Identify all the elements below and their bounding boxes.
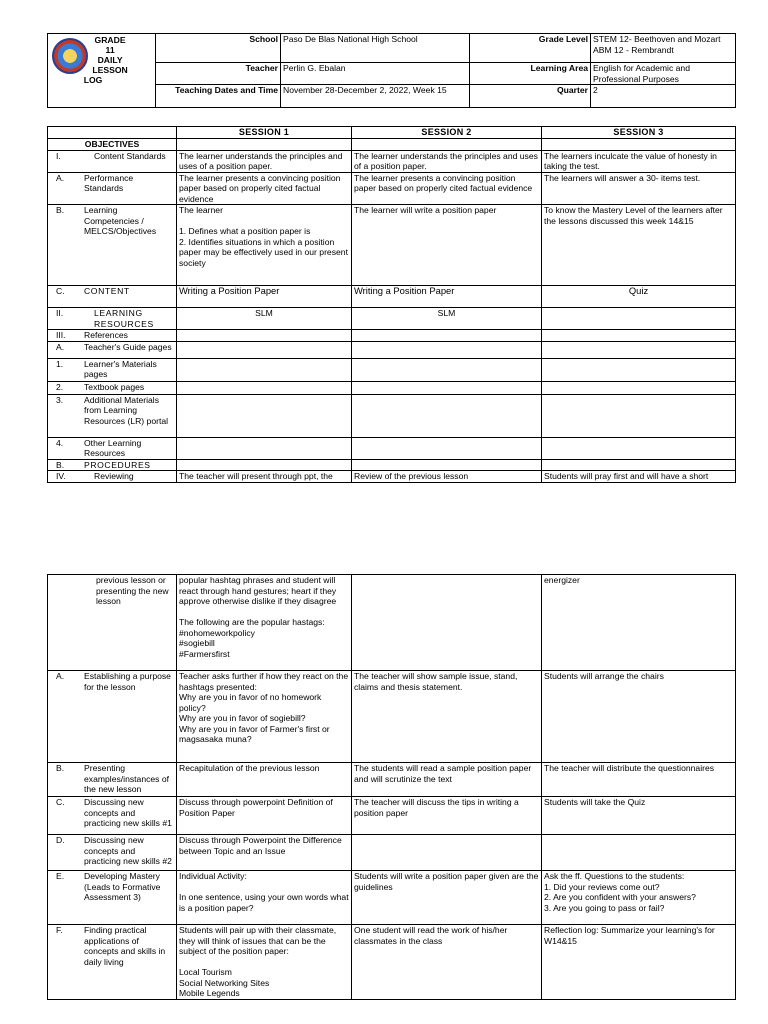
row-label (48, 835, 177, 871)
row-label-text: PROCEDURES (84, 459, 151, 470)
row-number: I. (56, 150, 61, 161)
session-2-cell (352, 575, 542, 671)
table-row (48, 150, 736, 172)
row-label (48, 205, 177, 286)
session-2-cell (352, 394, 542, 437)
session-2-cell: The learner will write a position paper (352, 205, 542, 286)
row-label (48, 286, 177, 308)
logo-cell (48, 34, 156, 108)
session-1-cell: The teacher will present through ppt, the (177, 471, 352, 483)
session-2-cell: Writing a Position Paper (352, 286, 542, 308)
session-1-cell (177, 341, 352, 358)
session-1-cell (177, 394, 352, 437)
teacher-value: Perlin G. Ebalan (281, 63, 470, 85)
row-number: IV. (56, 471, 66, 481)
session-1-cell: Recapitulation of the previous lesson (177, 763, 352, 797)
session-2-cell: The teacher will show sample issue, stand, claims and thesis statement. (352, 671, 542, 763)
table-row (48, 763, 736, 797)
table-row (48, 381, 736, 394)
row-label (48, 459, 177, 471)
row-label (48, 763, 177, 797)
row-label-text: Learner's Materials pages (84, 358, 157, 379)
row-label (48, 871, 177, 925)
session-1-cell: Discuss through powerpoint Definition of Position Paper (177, 797, 352, 835)
table-row (48, 671, 736, 763)
row-label (48, 150, 177, 172)
row-number: A. (56, 341, 65, 352)
row-label (48, 139, 177, 151)
page1-body (48, 139, 736, 483)
row-number: II. (56, 308, 64, 318)
session-3-cell (542, 308, 736, 330)
session-1-cell: The learner presents a convincing position paper based on properly cited factual evidence (177, 172, 352, 205)
table-row (48, 139, 736, 151)
session-3-cell (542, 358, 736, 381)
grade-level-value: STEM 12- Beethoven and Mozart ABM 12 - Rembrandt (591, 34, 736, 63)
session-1-cell: popular hashtag phrases and student will react through hand gestures; heart if they approve otherwise dislike if they disagree The following are the popular hastags: #nohomeworkpolicy #sogiebill #Farmersfirst (177, 575, 352, 671)
row-label-text: Presenting examples/instances of the new lesson (84, 763, 170, 794)
row-label-text: previous lesson or presenting the new lesson (96, 575, 169, 606)
row-number: F. (56, 925, 63, 935)
session-1-cell: Teacher asks further if how they react on the hashtags presented: Why are you in favor of no homework policy? Why are you in favor of sogiebill? Why are you in favor of Farmer's first or magsasaka muna? (177, 671, 352, 763)
row-label-text: Additional Materials from Learning Resources (LR) portal (84, 394, 169, 426)
session-2-cell (352, 330, 542, 342)
row-label-text: Finding practical applications of concepts and skills in daily living (84, 925, 166, 967)
row-label-text: Discussing new concepts and practicing new skills #2 (84, 835, 172, 866)
title-line: LESSON (92, 65, 128, 75)
table-row (48, 308, 736, 330)
session-3-cell (542, 330, 736, 342)
table-row (48, 172, 736, 205)
session-2-cell (352, 381, 542, 394)
school-label: School (156, 34, 281, 63)
grade-level-label: Grade Level (470, 34, 591, 63)
row-label-text: OBJECTIVES (84, 139, 140, 149)
session-1-cell (177, 139, 352, 151)
quarter-label: Quarter (470, 85, 591, 108)
table-row (48, 341, 736, 358)
row-label (48, 797, 177, 835)
session-2-cell: The teacher will discuss the tips in writing a position paper (352, 797, 542, 835)
lesson-table-page1 (47, 126, 736, 483)
row-label-text: References (84, 330, 128, 340)
row-label-text: Learning Competencies / MELCS/Objectives (84, 205, 157, 236)
row-label (48, 358, 177, 381)
row-number (50, 575, 96, 607)
page2-body (48, 575, 736, 1000)
row-number: B. (56, 763, 65, 773)
row-number: A. (56, 671, 65, 681)
row-number: C. (56, 286, 65, 296)
session-1-cell (177, 358, 352, 381)
session-3-cell: Reflection log: Summarize your learning's for W14&15 (542, 925, 736, 1000)
session-3-cell (542, 835, 736, 871)
session-3-cell (542, 139, 736, 151)
session-1-cell: Discuss through Powerpoint the Difference between Topic and an Issue (177, 835, 352, 871)
row-label-text: Establishing a purpose for the lesson (84, 671, 171, 692)
session-3-header: SESSION 3 (542, 127, 736, 139)
row-label (48, 671, 177, 763)
header-table (47, 33, 736, 108)
row-label (48, 394, 177, 437)
row-number: 3. (56, 394, 64, 405)
session-1-cell (177, 330, 352, 342)
table-row (48, 394, 736, 437)
row-label (48, 381, 177, 394)
session-1-header: SESSION 1 (177, 127, 352, 139)
session-1-cell (177, 459, 352, 471)
table-row (48, 797, 736, 835)
school-value: Paso De Blas National High School (281, 34, 470, 63)
session-3-cell: To know the Mastery Level of the learners after the lessons discussed this week 14&15 (542, 205, 736, 286)
table-row (48, 575, 736, 671)
row-label (48, 330, 177, 342)
table-row (48, 437, 736, 459)
row-label-text: LEARNING RESOURCES (94, 308, 154, 329)
table-row (48, 871, 736, 925)
table-row (48, 286, 736, 308)
lesson-table-page2 (47, 574, 736, 1000)
row-number: B. (56, 205, 65, 215)
row-label-text: CONTENT (84, 286, 130, 296)
session-3-cell: energizer (542, 575, 736, 671)
row-number: 4. (56, 437, 64, 448)
session-3-cell: Students will arrange the chairs (542, 671, 736, 763)
row-label (48, 471, 177, 483)
row-label (48, 925, 177, 1000)
session-2-cell (352, 139, 542, 151)
row-number: D. (56, 835, 65, 845)
session-1-cell: SLM (177, 308, 352, 330)
row-label-text: Reviewing (94, 471, 134, 481)
row-label (48, 308, 177, 330)
session-3-cell (542, 381, 736, 394)
row-label (48, 341, 177, 358)
session-2-header: SESSION 2 (352, 127, 542, 139)
row-number: III. (56, 330, 66, 340)
table-row (48, 459, 736, 471)
table-row (48, 330, 736, 342)
session-1-cell: Individual Activity: In one sentence, using your own words what is a position paper? (177, 871, 352, 925)
row-number: 2. (56, 381, 64, 392)
title-line: LOG (83, 75, 103, 85)
row-label-text: Performance Standards (84, 172, 134, 193)
session-1-cell (177, 437, 352, 459)
session-3-cell (542, 459, 736, 471)
row-number: E. (56, 871, 65, 881)
table-row (48, 358, 736, 381)
title-line: GRADE (94, 35, 126, 45)
dll-title (83, 35, 128, 85)
session-2-cell (352, 459, 542, 471)
row-label (48, 172, 177, 205)
session-3-cell: Quiz (542, 286, 736, 308)
session-2-cell (352, 341, 542, 358)
session-3-cell: The learners will answer a 30- items test. (542, 172, 736, 205)
session-3-cell: Ask the ff. Questions to the students: 1. Did your reviews come out? 2. Are you confident with your answers? 3. Are you going to pass or fail? (542, 871, 736, 925)
row-number: A. (56, 172, 65, 183)
learning-area-label: Learning Area (470, 63, 591, 85)
row-label-text: Developing Mastery (Leads to Formative Assessment 3) (84, 871, 161, 902)
session-2-cell (352, 358, 542, 381)
row-label-text: Discussing new concepts and practicing new skills #1 (84, 797, 172, 828)
row-label-text: Content Standards (94, 150, 166, 161)
row-label-text: Teacher's Guide pages (84, 341, 172, 352)
row-label-text: Textbook pages (84, 381, 145, 392)
table-row (48, 925, 736, 1000)
row-label (48, 575, 177, 671)
session-3-cell (542, 394, 736, 437)
session-1-cell: The learner understands the principles and uses of a position paper. (177, 150, 352, 172)
session-1-cell: The learner 1. Defines what a position paper is 2. Identifies situations in which a position paper may be effectively used in our present society (177, 205, 352, 286)
dates-label: Teaching Dates and Time (156, 85, 281, 108)
row-number: B. (56, 459, 65, 470)
session-1-cell (177, 381, 352, 394)
session-2-cell: The students will read a sample position paper and will scrutinize the text (352, 763, 542, 797)
quarter-value: 2 (591, 85, 736, 108)
row-label-text: Other Learning Resources (84, 437, 142, 458)
title-line: DAILY (97, 55, 123, 65)
session-1-cell: Students will pair up with their classmate, they will think of issues that can be the subject of the position paper: Local Tourism Social Networking Sites Mobile Legends (177, 925, 352, 1000)
dates-value: November 28-December 2, 2022, Week 15 (281, 85, 470, 108)
session-3-cell (542, 341, 736, 358)
corner-cell (48, 127, 177, 139)
session-2-cell: One student will read the work of his/her classmates in the class (352, 925, 542, 1000)
session-2-cell (352, 437, 542, 459)
session-2-cell: SLM (352, 308, 542, 330)
table-row (48, 835, 736, 871)
session-2-cell (352, 835, 542, 871)
session-3-cell: Students will pray first and will have a short (542, 471, 736, 483)
session-2-cell: The learner understands the principles and uses of a position paper. (352, 150, 542, 172)
table-row (48, 471, 736, 483)
row-label (48, 437, 177, 459)
deped-seal-icon (52, 38, 88, 74)
session-3-cell: Students will take the Quiz (542, 797, 736, 835)
session-2-cell: The learner presents a convincing position paper based on properly cited factual evidence (352, 172, 542, 205)
row-number: 1. (56, 358, 64, 369)
learning-area-value: English for Academic and Professional Purposes (591, 63, 736, 85)
session-3-cell: The learners inculcate the value of honesty in taking the test. (542, 150, 736, 172)
row-number: C. (56, 797, 65, 807)
table-row (48, 205, 736, 286)
title-line: 11 (105, 45, 115, 55)
session-1-cell: Writing a Position Paper (177, 286, 352, 308)
session-2-cell: Review of the previous lesson (352, 471, 542, 483)
session-3-cell: The teacher will distribute the questionnaires (542, 763, 736, 797)
session-3-cell (542, 437, 736, 459)
teacher-label: Teacher (156, 63, 281, 85)
session-2-cell: Students will write a position paper given are the guidelines (352, 871, 542, 925)
